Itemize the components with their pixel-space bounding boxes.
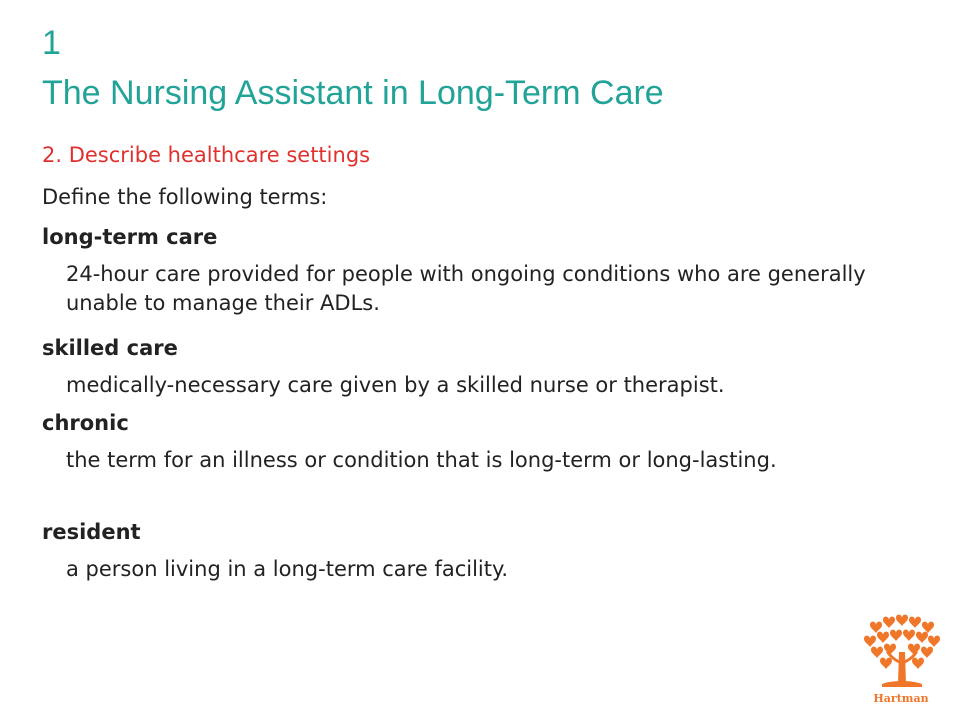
definition-long-term-care: 24-hour care provided for people with ongoing conditions who are generally unable to manage their ADLs. bbox=[66, 262, 866, 316]
section-heading: 2. Describe healthcare settings bbox=[42, 143, 371, 167]
hartman-logo bbox=[862, 612, 940, 710]
definition-resident: a person living in a long-term care facility. bbox=[66, 557, 509, 581]
definition-chronic: the term for an illness or condition that is long-term or long-lasting. bbox=[66, 448, 777, 472]
chapter-title: The Nursing Assistant in Long-Term Care bbox=[42, 74, 664, 112]
definition-skilled-care: medically-necessary care given by a skilled nurse or therapist. bbox=[66, 373, 725, 397]
heart-tree-icon bbox=[862, 612, 940, 710]
term-resident: resident bbox=[42, 520, 141, 544]
term-skilled-care: skilled care bbox=[42, 336, 178, 360]
intro-text: Define the following terms: bbox=[42, 185, 328, 209]
term-chronic: chronic bbox=[42, 411, 129, 435]
logo-wordmark: Hartman bbox=[873, 692, 929, 705]
term-long-term-care: long-term care bbox=[42, 225, 218, 249]
chapter-number: 1 bbox=[42, 24, 61, 62]
